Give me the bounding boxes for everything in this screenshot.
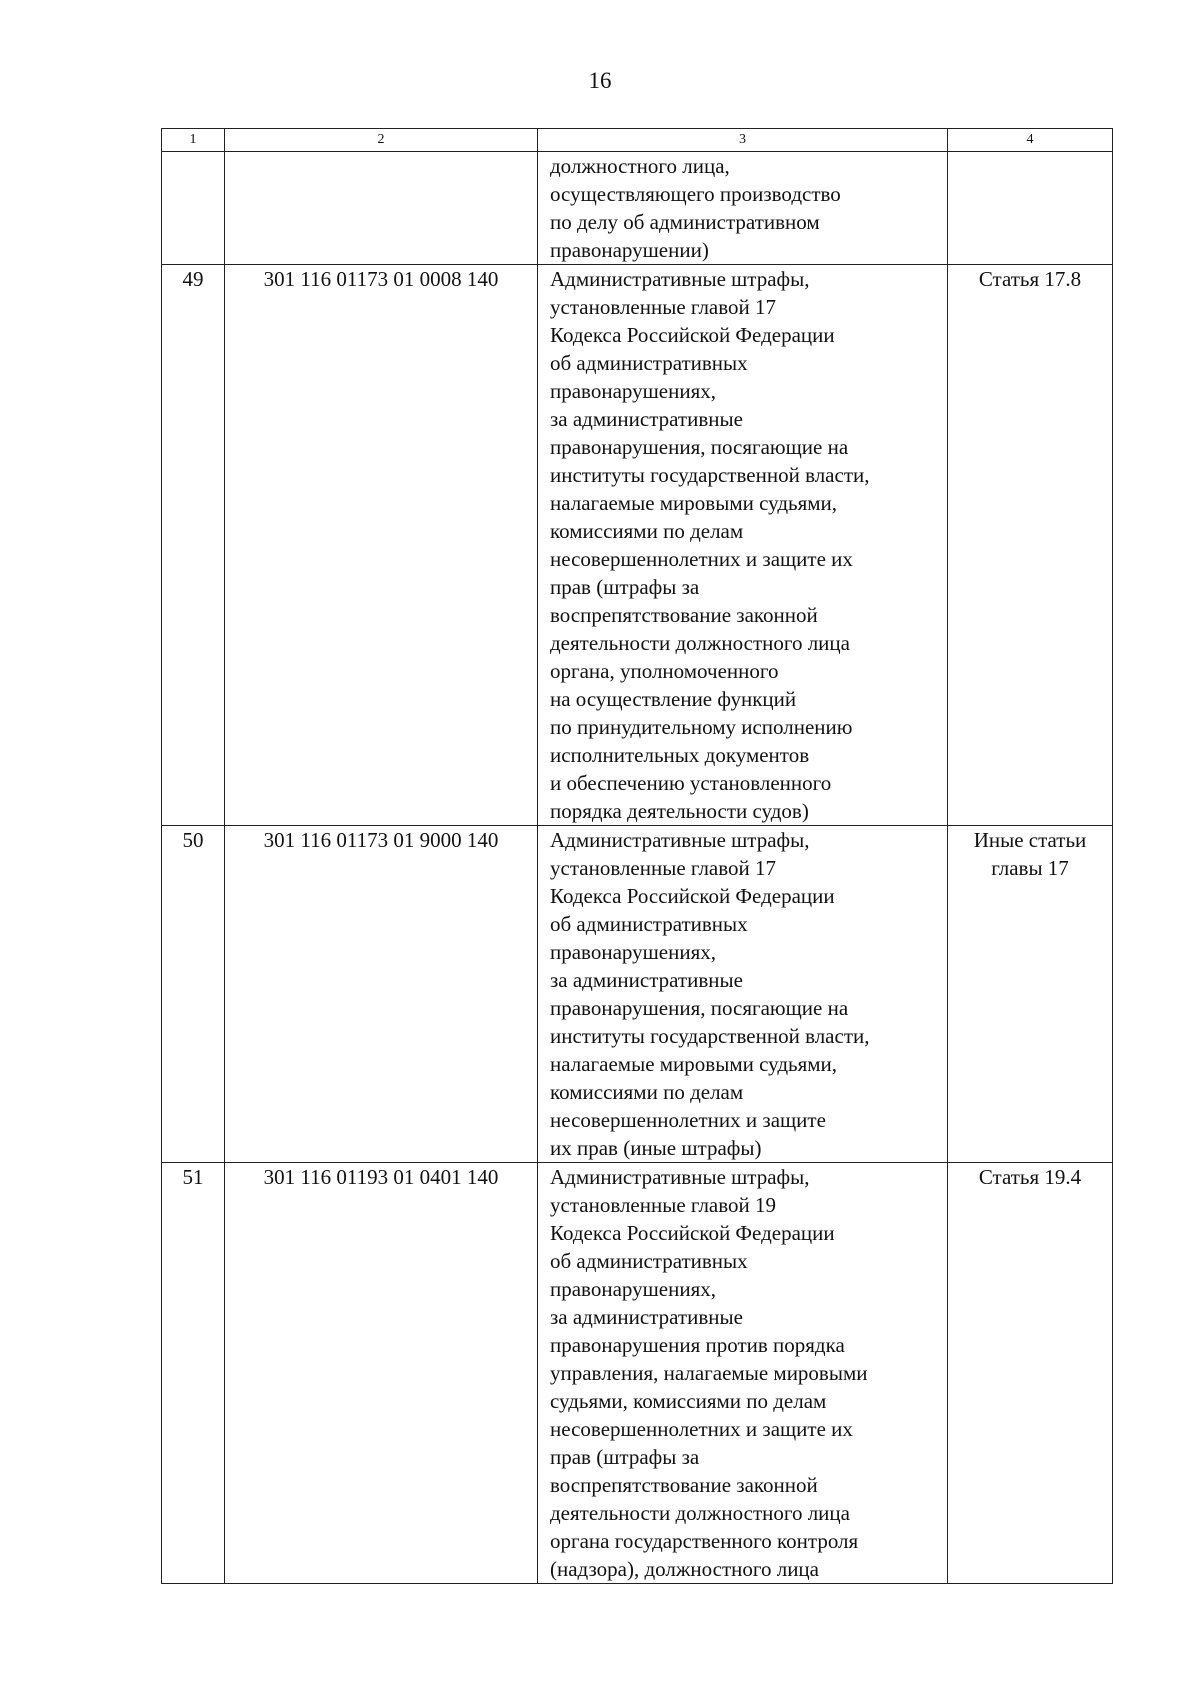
description-cell	[538, 152, 948, 265]
description-line: исполнительных документов	[550, 743, 810, 767]
description-line: Административные штрафы,	[550, 828, 810, 852]
budget-code-cell: 301 116 01173 01 9000 140	[225, 826, 538, 1163]
description-line: Административные штрафы,	[550, 1165, 810, 1189]
description-line: правонарушениях,	[550, 1277, 716, 1301]
description-line: комиссиями по делам	[550, 519, 744, 543]
description-line: органа, уполномоченного	[550, 659, 779, 683]
description-line: Кодекса Российской Федерации	[550, 1221, 835, 1245]
description-line: институты государственной власти,	[550, 1024, 870, 1048]
header-cell-1: 1	[162, 129, 225, 152]
description-line: по принудительному исполнению	[550, 715, 853, 739]
budget-code-cell	[225, 152, 538, 265]
budget-code-cell: 301 116 01173 01 0008 140	[225, 265, 538, 826]
description-line: налагаемые мировыми судьями,	[550, 491, 838, 515]
description-line: комиссиями по делам	[550, 1080, 744, 1104]
article-line: Иные статьи	[973, 828, 1087, 852]
description-line: институты государственной власти,	[550, 463, 870, 487]
article-line: Статья 17.8	[978, 267, 1082, 291]
description-line: должностного лица,	[550, 154, 730, 178]
fines-table	[161, 128, 1113, 1584]
description-line: управления, налагаемые мировыми	[550, 1361, 868, 1385]
row-number-cell: 50	[162, 826, 225, 1163]
description-line: прав (штрафы за	[550, 1445, 700, 1469]
description-line: правонарушения, посягающие на	[550, 996, 849, 1020]
description-line: осуществляющего производство	[550, 182, 841, 206]
row-number-cell: 51	[162, 1163, 225, 1584]
description-line: их прав (иные штрафы)	[550, 1136, 762, 1160]
description-line: правонарушения против порядка	[550, 1333, 845, 1357]
description-line: правонарушениях,	[550, 379, 716, 403]
table-row	[162, 826, 1113, 1163]
description-line: установленные главой 17	[550, 295, 777, 319]
row-number-cell	[162, 152, 225, 265]
description-line: об административных	[550, 1249, 748, 1273]
description-line: деятельности должностного лица	[550, 631, 850, 655]
header-cell-4: 4	[948, 129, 1113, 152]
description-line: порядка деятельности судов)	[550, 799, 809, 823]
row-number-cell: 49	[162, 265, 225, 826]
page-number: 16	[588, 68, 612, 93]
table-row	[162, 1163, 1113, 1584]
article-line: Статья 19.4	[978, 1165, 1082, 1189]
article-cell	[948, 1163, 1113, 1584]
description-line: Кодекса Российской Федерации	[550, 884, 835, 908]
header-cell-2: 2	[225, 129, 538, 152]
description-line: за административные	[550, 407, 743, 431]
description-line: установленные главой 19	[550, 1193, 777, 1217]
description-line: несовершеннолетних и защите их	[550, 547, 853, 571]
table-row	[162, 265, 1113, 826]
description-line: за административные	[550, 1305, 743, 1329]
description-line: несовершеннолетних и защите их	[550, 1417, 853, 1441]
description-line: налагаемые мировыми судьями,	[550, 1052, 838, 1076]
description-line: (надзора), должностного лица	[550, 1557, 819, 1581]
description-line: установленные главой 17	[550, 856, 777, 880]
article-cell	[948, 265, 1113, 826]
description-line: и обеспечению установленного	[550, 771, 832, 795]
article-line: главы 17	[991, 856, 1069, 880]
description-line: на осуществление функций	[550, 687, 797, 711]
description-line: деятельности должностного лица	[550, 1501, 850, 1525]
description-cell	[538, 265, 948, 826]
description-line: правонарушениях,	[550, 940, 716, 964]
description-line: правонарушении)	[550, 238, 709, 262]
description-line: об административных	[550, 912, 748, 936]
description-line: Кодекса Российской Федерации	[550, 323, 835, 347]
header-cell-3: 3	[538, 129, 948, 152]
description-line: воспрепятствование законной	[550, 603, 818, 627]
article-cell	[948, 826, 1113, 1163]
description-line: несовершеннолетних и защите	[550, 1108, 826, 1132]
description-line: правонарушения, посягающие на	[550, 435, 849, 459]
budget-code-cell: 301 116 01193 01 0401 140	[225, 1163, 538, 1584]
description-line: судьями, комиссиями по делам	[550, 1389, 827, 1413]
table-header-row	[162, 129, 1113, 152]
description-line: по делу об административном	[550, 210, 820, 234]
description-line: Административные штрафы,	[550, 267, 810, 291]
article-cell	[948, 152, 1113, 265]
description-line: органа государственного контроля	[550, 1529, 859, 1553]
description-line: об административных	[550, 351, 748, 375]
description-line: прав (штрафы за	[550, 575, 700, 599]
table-row	[162, 152, 1113, 265]
description-line: воспрепятствование законной	[550, 1473, 818, 1497]
description-cell	[538, 826, 948, 1163]
description-cell	[538, 1163, 948, 1584]
description-line: за административные	[550, 968, 743, 992]
